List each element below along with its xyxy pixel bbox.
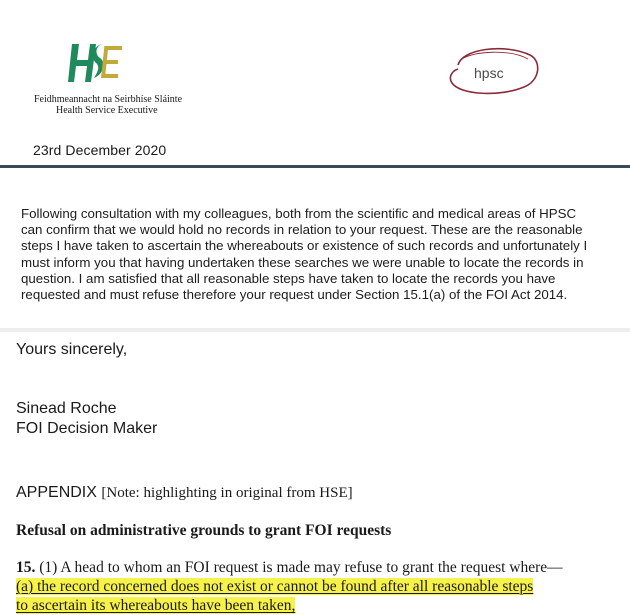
letter-closing: Yours sincerely, [16, 341, 128, 358]
appendix-note: [Note: highlighting in original from HSE] [101, 485, 353, 501]
hse-name-english: Health Service Executive [56, 105, 158, 116]
header-divider [0, 165, 630, 168]
hse-logo [66, 40, 126, 86]
letter-body [21, 206, 627, 303]
letter-body-line: Following consultation with my colleagues, both from the scientific and medical areas of HPSC [21, 206, 577, 221]
hpsc-logo-icon [444, 45, 544, 97]
letter-body-line: question. I am satisfied that all reasonable steps have taken to locate the records you have [21, 270, 556, 286]
letter-body-line: requested and must refuse therefore your request under Section 15.1(a) of the FOI Act 2014. [21, 287, 568, 303]
letter-body-line: steps I have taken to ascertain the whereabouts or existence of such records and unfortunately I [21, 238, 588, 254]
section-number: 15. [16, 559, 36, 576]
highlighted-line [16, 596, 626, 615]
signer-name: Sinead Roche [16, 400, 117, 417]
letter-body-line: can confirm that we would hold no records in relation to your request. These are the reasonable [21, 222, 583, 238]
section-15-intro-line [16, 558, 626, 577]
letter-date: 23rd December 2020 [33, 142, 167, 158]
scan-separator [0, 328, 630, 332]
section-15-text [16, 558, 626, 615]
highlighted-text: to ascertain its whereabouts have been taken, [16, 597, 296, 614]
highlighted-line [16, 577, 626, 596]
hpsc-logo [444, 45, 544, 97]
signer-title: FOI Decision Maker [16, 420, 158, 437]
appendix-heading [16, 484, 353, 502]
hse-name-irish: Feidhmeannacht na Seirbhíse Sláinte [34, 94, 183, 105]
appendix-label: APPENDIX [16, 484, 97, 501]
hpsc-logo-text: hpsc [474, 65, 504, 81]
section-intro: (1) A head to whom an FOI request is made may refuse to grant the request where— [39, 559, 563, 576]
hse-logo-icon [66, 40, 126, 86]
refusal-heading: Refusal on administrative grounds to grant FOI requests [16, 522, 392, 539]
highlighted-text: (a) the record concerned does not exist or cannot be found after all reasonable steps [16, 578, 534, 595]
letter-body-line: must inform you that having undertaken these searches we were unable to locate the records in [21, 254, 584, 270]
